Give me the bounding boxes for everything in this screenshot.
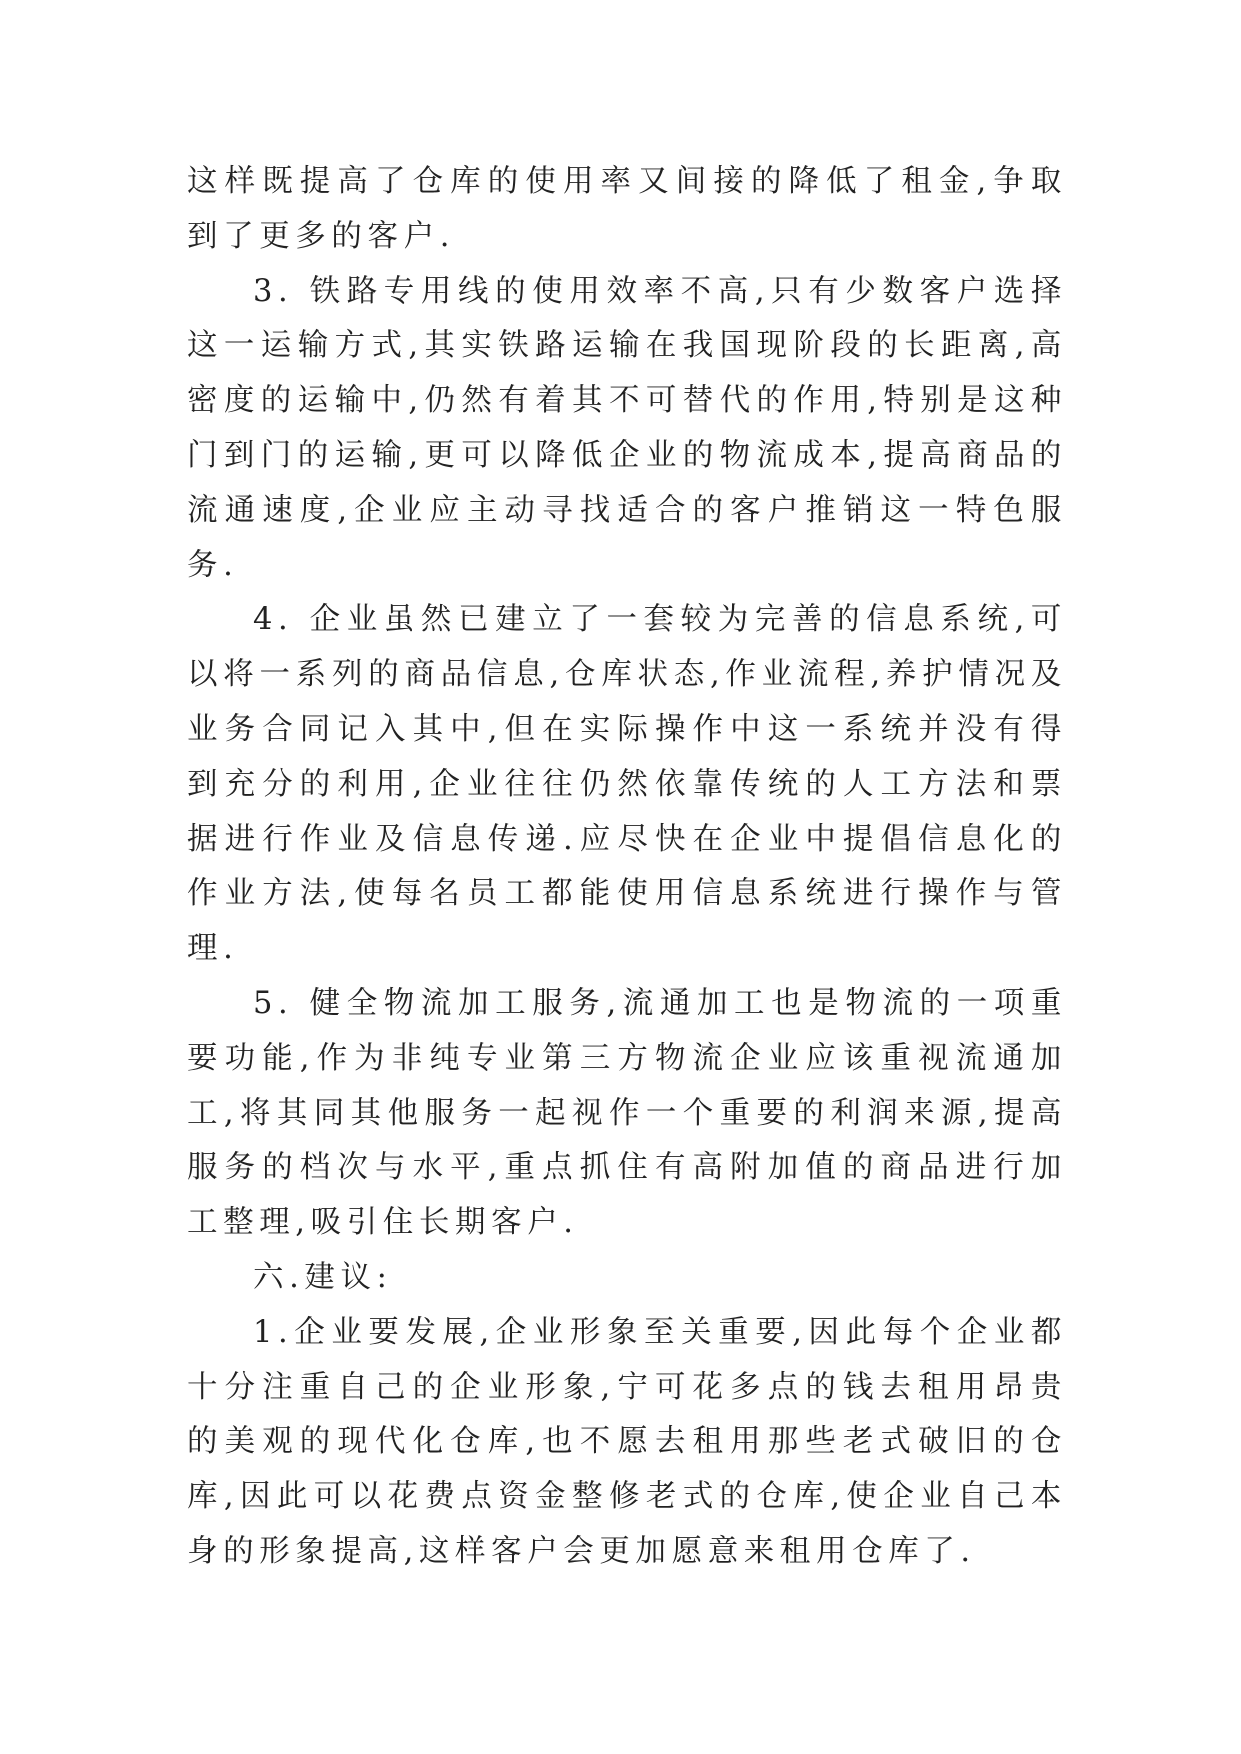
section-heading-suggestions: 六.建议: — [253, 1259, 393, 1295]
paragraph-item-5-processing-service: 5. 健全物流加工服务,流通加工也是物流的一项重要功能,作为非纯专业第三方物流企业应该重视流通加工,将其同其他服务一起视作一个重要的利润来源,提高服务的档次与水平,重点抓住有高附加值的商品进行加工整理,吸引住长期客户. — [187, 985, 1067, 1241]
paragraph-continuation: 这样既提高了仓库的使用率又间接的降低了租金,争取到了更多的客户. — [187, 164, 1067, 254]
document-body — [187, 155, 1067, 1580]
paragraph-item-3-railway: 3. 铁路专用线的使用效率不高,只有少数客户选择这一运输方式,其实铁路运输在我国现阶段的长距离,高密度的运输中,仍然有着其不可替代的作用,特别是这种门到门的运输,更可以降低企业的物流成本,提高商品的流通速度,企业应主动寻找适合的客户推销这一特色服务. — [187, 273, 1067, 583]
paragraph-suggestion-1: 1.企业要发展,企业形象至关重要,因此每个企业都十分注重自己的企业形象,宁可花多点的钱去租用昂贵的美观的现代化仓库,也不愿去租用那些老式破旧的仓库,因此可以花费点资金整修老式的仓库,使企业自己本身的形象提高,这样客户会更加愿意来租用仓库了. — [187, 1314, 1067, 1569]
paragraph-item-4-information-system: 4. 企业虽然已建立了一套较为完善的信息系统,可以将一系列的商品信息,仓库状态,作业流程,养护情况及业务合同记入其中,但在实际操作中这一系统并没有得到充分的利用,企业往往仍然依靠传统的人工方法和票据进行作业及信息传递.应尽快在企业中提倡信息化的作业方法,使每名员工都能使用信息系统进行操作与管理. — [187, 602, 1067, 967]
